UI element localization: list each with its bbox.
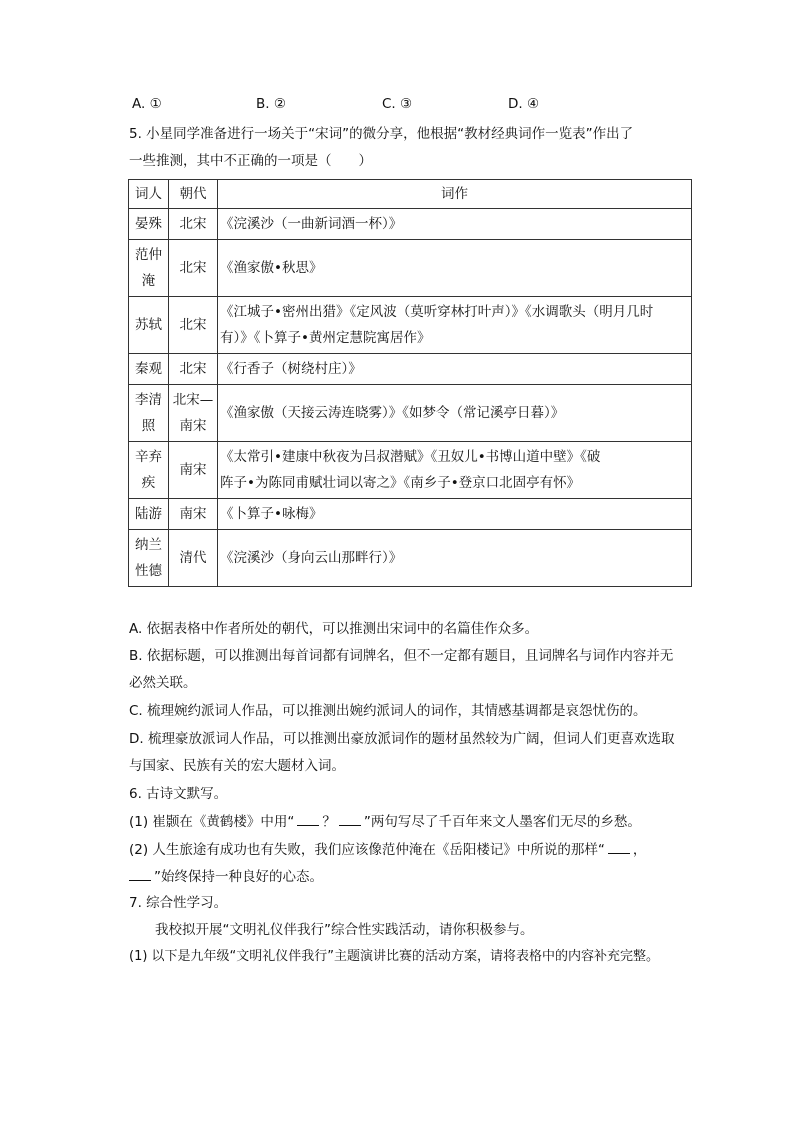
table-row [129,354,692,385]
works-cell: 《卜算子•咏梅》 [218,499,692,530]
q7-intro: 我校拟开展“文明礼仪伴我行”综合性实践活动，请你积极参与。 [155,922,534,938]
poets-table [128,179,692,587]
poet-cell: 纳兰 性德 [129,530,169,587]
dynasty-cell: 北宋 [169,240,218,297]
q7-title: 7. 综合性学习。 [129,895,228,911]
poet-cell: 范仲 淹 [129,240,169,297]
dynasty-cell: 北宋 [169,297,218,354]
works-cell: 《渔家傲（天接云涛连晓雾）》《如梦令（常记溪亭日暮）》 [218,385,692,442]
dynasty-cell: 清代 [169,530,218,587]
table-row [129,240,692,297]
dynasty-cell: 北宋 [169,209,218,240]
works-cell: 《浣溪沙（身向云山那畔行）》 [218,530,692,587]
table-header-row [129,180,692,209]
dynasty-cell: 南宋 [169,499,218,530]
answer-blank[interactable] [339,811,361,826]
q5-stem-line1: 5. 小星同学准备进行一场关于“宋词”的微分享，他根据“教材经典词作一览表”作出了 [129,126,634,142]
table-row [129,530,692,587]
q5-choice-b-line1: B. 依据标题，可以推测出每首词都有词牌名，但不一定都有题目，且词牌名与词作内容并无 [129,648,674,664]
option-d: D. ④ [508,96,540,112]
answer-blank[interactable] [608,839,630,854]
option-c: C. ③ [382,96,413,112]
table-row [129,442,692,499]
poet-cell: 苏轼 [129,297,169,354]
q4-options [132,96,652,116]
dynasty-cell: 北宋— 南宋 [169,385,218,442]
q5-choice-d-line2: 与国家、民族有关的宏大题材入词。 [129,758,345,774]
poet-cell: 秦观 [129,354,169,385]
poet-cell: 陆游 [129,499,169,530]
q5-stem-line2: 一些推测，其中不正确的一项是（ ） [129,153,372,169]
works-cell: 《行香子（树绕村庄）》 [218,354,692,385]
dynasty-cell: 北宋 [169,354,218,385]
q7-sub1: (1) 以下是九年级“文明礼仪伴我行”主题演讲比赛的活动方案，请将表格中的内容补充完整。 [129,949,660,964]
poet-cell: 李清 照 [129,385,169,442]
q6-sub1: (1) 崔颢在《黄鹤楼》中用“ ？ ”两句写尽了千百年来文人墨客们无尽的乡愁。 [129,811,641,832]
table-row [129,385,692,442]
q5-choice-b-line2: 必然关联。 [129,675,197,691]
poet-cell: 晏殊 [129,209,169,240]
header-works: 词作 [218,180,692,209]
works-cell: 《太常引•建康中秋夜为吕叔潜赋》《丑奴儿•书博山道中壁》《破 阵子•为陈同甫赋壮词以寄之》《南乡子•登京口北固亭有怀》 [218,442,692,499]
dynasty-cell: 南宋 [169,442,218,499]
table-row [129,499,692,530]
table-row [129,209,692,240]
header-poet: 词人 [129,180,169,209]
q6-sub2-line2: ”始终保持一种良好的心态。 [129,866,323,887]
option-b: B. ② [256,96,286,112]
q6-sub2-line1: (2) 人生旅途有成功也有失败，我们应该像范仲淹在《岳阳楼记》中所说的那样“ ， [129,839,646,860]
header-dynasty: 朝代 [169,180,218,209]
works-cell: 《浣溪沙（一曲新词酒一杯）》 [218,209,692,240]
q6-title: 6. 古诗文默写。 [129,786,228,802]
works-cell: 《江城子•密州出猎》《定风波（莫听穿林打叶声）》《水调歌头（明月几时 有）》《卜算子•黄州定慧院寓居作》 [218,297,692,354]
answer-blank[interactable] [129,866,151,881]
q5-choice-c: C. 梳理婉约派词人作品，可以推测出婉约派词人的词作，其情感基调都是哀怨忧伤的。 [129,703,647,719]
poet-cell: 辛弃 疾 [129,442,169,499]
q5-choice-a: A. 依据表格中作者所处的朝代，可以推测出宋词中的名篇佳作众多。 [129,621,539,637]
q5-choice-d-line1: D. 梳理豪放派词人作品，可以推测出豪放派词作的题材虽然较为广阔，但词人们更喜欢选取 [129,731,675,747]
answer-blank[interactable] [297,811,319,826]
option-a: A. ① [132,96,162,112]
table-row [129,297,692,354]
works-cell: 《渔家傲•秋思》 [218,240,692,297]
